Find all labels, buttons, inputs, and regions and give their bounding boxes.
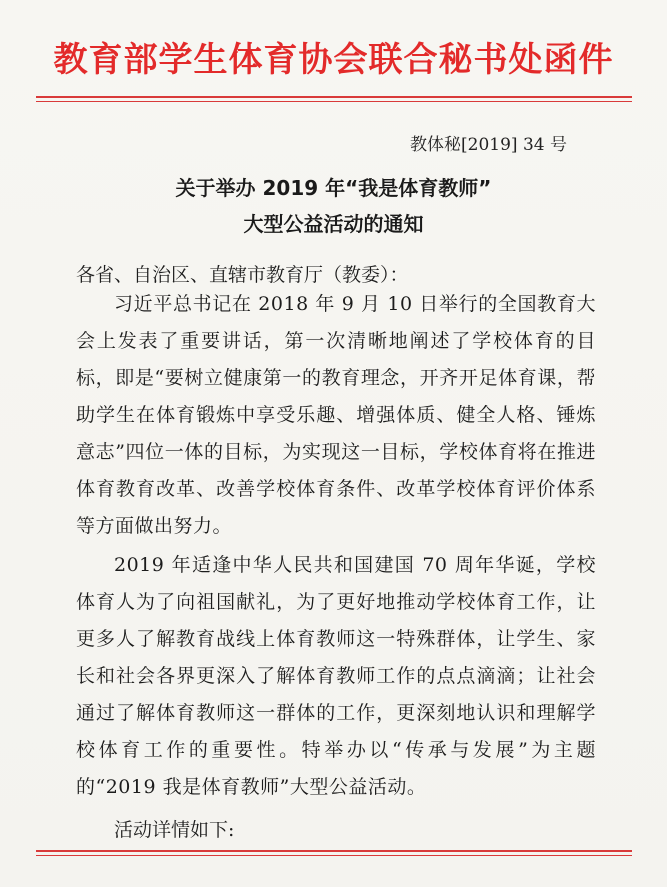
notice-title-line-2: 大型公益活动的通知 <box>243 212 424 236</box>
notice-title-line-1: 关于举办 2019 年“我是体育教师” <box>175 176 492 200</box>
footer-rule-thin <box>36 855 632 856</box>
footer-rule-thick <box>36 850 632 852</box>
letterhead-rule-thin <box>36 101 632 102</box>
letterhead-rule-thick <box>36 96 632 98</box>
body-paragraph-2: 2019 年适逢中华人民共和国建国 70 周年华诞，学校体育人为了向祖国献礼，为了更好地推动学校体育工作，让更多人了解教育战线上体育教师这一特殊群体，让学生、家长和社会各界更深入了解体育教师工作的点点滴滴；让社会通过了解体育教师这一群体的工作，更深刻地认识和理解学校体育工作的重要性。特举办以“传承与发展”为主题的“2019 我是体育教师”大型公益活动。 <box>76 554 596 798</box>
document-number: 教体秘[2019] 34 号 <box>410 135 567 155</box>
salutation: 各省、自治区、直辖市教育厅（教委）： <box>76 264 409 286</box>
details-intro: 活动详情如下: <box>114 819 235 841</box>
body-paragraph-1: 习近平总书记在 2018 年 9 月 10 日举行的全国教育大会上发表了重要讲话，第一次清晰地阐述了学校体育的目标，即是“要树立健康第一的教育理念，开齐开足体育课，帮助学生在体育锻炼中享受乐趣、增强体质、健全人格、锤炼意志”四位一体的目标，为实现这一目标，学校体育将在推进体育教育改革、改善学校体育条件、改革学校体育评价体系等方面做出努力。 <box>76 293 596 537</box>
letterhead-title: 教育部学生体育协会联合秘书处函件 <box>53 40 614 80</box>
